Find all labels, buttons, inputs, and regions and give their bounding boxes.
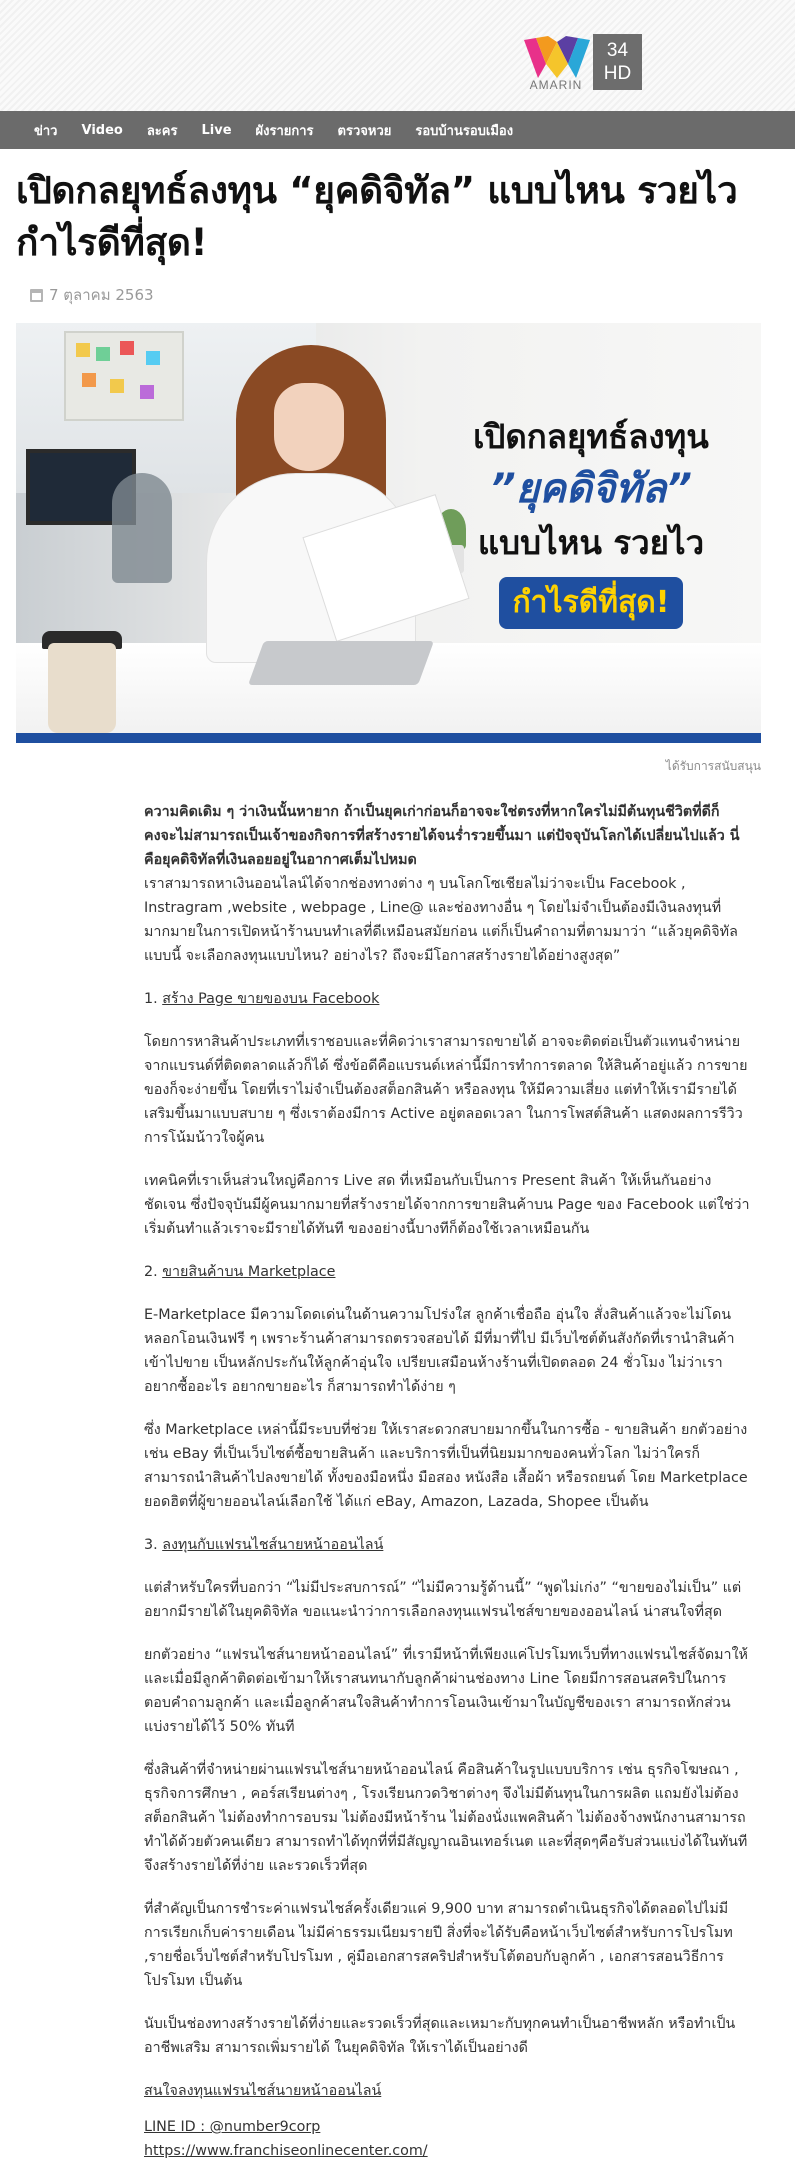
line-id-link[interactable]: LINE ID : @number9corp: [144, 2119, 321, 2135]
background-person: [112, 473, 172, 583]
section-3-paragraph-4: ที่สำคัญเป็นการชำระค่าแฟรนไชส์ครั้งเดียวแค่ 9,900 บาท สามารถดำเนินธุรกิจได้ตลอดไปไม่มีการเรียกเก็บค่ารายเดือน ไม่มีค่าธรรมเนียมรายปี สิ่งที่จะได้รับคือหน้าเว็บไซต์สำหรับการโปรโมท ,รายชื่อเว็บไซต์สำหรับโปรโมท , คู่มือเอกสารสคริปสำหรับโต้ตอบกับลูกค้า , เอกสารสอนวิธีการโปรโมท เป็นต้น: [144, 1901, 733, 1989]
hero-bottom-stripe: [16, 733, 761, 743]
nav-item-live[interactable]: Live: [201, 122, 232, 138]
amarin-logo-icon: [524, 34, 590, 80]
hero-headline: [456, 413, 726, 629]
channel-suffix: HD: [603, 63, 632, 84]
article-date: [30, 283, 795, 307]
channel-number: 34: [606, 40, 629, 61]
section-2-title: ขายสินค้าบน: [162, 1264, 244, 1280]
coffee-cup: [48, 643, 116, 733]
article-title: เปิดกลยุทธ์ลงทุน “ยุคดิจิทัล” แบบไหน รวยไว กำไรดีที่สุด!: [16, 169, 738, 264]
hero-line-3: แบบไหน รวยไว: [477, 523, 705, 562]
woman-face: [274, 383, 344, 471]
section-1-paragraph-1: โดยการหาสินค้าประเภทที่เราชอบและที่คิดว่าเราสามารถขายได้ อาจจะติดต่อเป็นตัวแทนจำหน่ายจากแบรนด์ที่ติดตลาดแล้วก็ได้ ซึ่งข้อดีคือแบรนด์เหล่านี้มีการทำการตลาด ให้สินค้าอยู่แล้ว การขายของก็จะง่ายขึ้น โดยที่เราไม่จำเป็นต้องสต็อกสินค้า หรือลงทุน ให้มีความเสี่ยง แต่ทำให้เรามีรายได้เสริมขึ้นมาแบบสบาย ๆ ซึ่งเราต้องมีการ Active อยู่ตลอดเวลา ในการโพสต์สินค้า แสดงผลการรีวิว การโน้มน้าวใจผู้คน: [144, 1034, 748, 1146]
sponsor-note: ได้รับการสนับสนุน: [665, 759, 761, 773]
nav-item-news[interactable]: ข่าว: [34, 123, 58, 139]
contact-block: [144, 2115, 750, 2163]
closing-paragraph: นับเป็นช่องทางสร้างรายได้ที่ง่ายและรวดเร็วที่สุดและเหมาะกับทุกคนทำเป็นอาชีพหลัก หรือทำเป็นอาชีพเสริม สามารถเพิ่มรายได้ ในยุคดิจิทัล ให้เราได้เป็นอย่างดี: [144, 2016, 736, 2056]
section-3-paragraph-3: ซึ่งสินค้าที่จำหน่ายผ่านแฟรนไชส์นายหน้าออนไลน์ คือสินค้าในรูปแบบบริการ เช่น ธุรกิจโฆษณา , ธุรกิจการศึกษา , คอร์สเรียนต่างๆ , โรงเรียนกวดวิชาต่างๆ จึงไม่มีต้นทุนในการผลิต แถมยังไม่ต้องสต็อกสินค้า ไม่ต้องทำการอบรม ไม่ต้องมีหน้าร้าน ไม่ต้องนั่งแพคสินค้า ไม่ต้องจ้างพนักงานสามารถทำได้ด้วยตัวคนเดียว สามารถทำได้ทุกที่ที่มีสัญญาณอินเทอร์เนต และที่สุดๆคือรับส่วนแบ่งได้ในทันทีจึงสร้างรายได้ที่ง่าย และรวดเร็วที่สุด: [144, 1762, 748, 1874]
nav-item-video[interactable]: Video: [81, 122, 123, 138]
hero-line-2: ”ยุคดิจิทัล”: [489, 466, 692, 512]
hero-line-1: เปิดกลยุทธ์ลงทุน: [473, 417, 709, 456]
section-3-heading: [144, 1533, 750, 1557]
article-body: [144, 800, 750, 2163]
section-3-paragraph-1: แต่สำหรับใครที่บอกว่า “ไม่มีประสบการณ์” “ไม่มีความรู้ด้านนี้” “พูดไม่เก่ง” “ขายของไม่เป็น” แต่อยากมีรายได้ในยุคดิจิทัล ขอแนะนำว่าการเลือกลงทุนแฟรนไชส์ขายของออนไลน์ น่าสนใจที่สุด: [144, 1580, 742, 1620]
nav-item-schedule[interactable]: ผังรายการ: [255, 123, 314, 139]
section-3-title: ลงทุนกับแฟรนไชส์นายหน้าออนไลน์: [162, 1537, 384, 1553]
cta-heading: สนใจลงทุนแฟรนไชส์นายหน้าออนไลน์: [144, 2083, 382, 2099]
section-1-number: 1.: [144, 991, 163, 1007]
nav-item-drama[interactable]: ละคร: [146, 123, 178, 139]
section-1-title: สร้าง Page ขายของบน Facebook: [162, 991, 380, 1007]
section-2-title-rest: Marketplace: [243, 1264, 336, 1280]
section-3-number: 3.: [144, 1537, 163, 1553]
section-3-paragraph-2: ยกตัวอย่าง “แฟรนไชส์นายหน้าออนไลน์” ที่เรามีหน้าที่เพียงแค่โปรโมทเว็บที่ทางแฟรนไชส์จัดมาให้ และเมื่อมีลูกค้าติดต่อเข้ามาให้เราสนทนากับลูกค้าผ่านช่องทาง Line โดยมีการสอนสคริปในการตอบคำถามลูกค้า และเมื่อลูกค้าสนใจสินค้าทำการโอนเงินเข้ามาในบัญชีของเรา สามารถหักส่วนแบ่งรายได้ไว้ 50% ทันที: [144, 1647, 748, 1735]
logo-wordmark: AMARIN: [529, 78, 583, 92]
calendar-icon: [30, 289, 43, 302]
website-link[interactable]: https://www.franchiseonlinecenter.com/: [144, 2143, 428, 2159]
nav-item-around-town[interactable]: รอบบ้านรอบเมือง: [415, 123, 514, 139]
hero-line-4: กำไรดีที่สุด!: [499, 577, 684, 629]
section-2-paragraph-2: ซึ่ง Marketplace เหล่านี้มีระบบที่ช่วย ให้เราสะดวกสบายมากขึ้นในการซื้อ - ขายสินค้า ยกตัวอย่างเช่น eBay ที่เป็นเว็บไซต์ซื้อขายสินค้า และบริการที่เป็นที่นิยมมากของคนทั่วโลก ไม่ว่าใครก็สามารถนำสินค้าไปลงขายได้ ทั้งของมือหนึ่ง มือสอง หนังสือ เสื้อผ้า หรือรถยนต์ โดย Marketplace ยอดฮิตที่ผู้ขายออนไลน์เลือกใช้ ได้แก่ eBay, Amazon, Lazada, Shopee เป็นต้น: [144, 1422, 748, 1510]
section-2-number: 2.: [144, 1264, 163, 1280]
laptop: [248, 641, 434, 685]
section-1-heading: [144, 987, 750, 1011]
channel-badge: [593, 34, 642, 90]
site-header: [0, 0, 795, 111]
hero-image: [16, 323, 761, 743]
section-2-heading: [144, 1260, 750, 1284]
section-2-paragraph-1: E-Marketplace มีความโดดเด่นในด้านความโปร่งใส ลูกค้าเชื่อถือ อุ่นใจ สั่งสินค้าแล้วจะไม่โดนหลอกโอนเงินฟรี ๆ เพราะร้านค้าสามารถตรวจสอบได้ มีที่มาที่ไป มีเว็บไซต์ต้นสังกัดที่เรานำสินค้าเข้าไปขาย เป็นหลักประกันให้ลูกค้าอุ่นใจ เปรียบเสมือนห้างร้านที่เปิดตลอด 24 ชั่วโมง ไม่ว่าเราอยากซื้ออะไร อยากขายอะไร ก็สามารถทำได้ง่าย ๆ: [144, 1307, 735, 1395]
article-date-text: 7 ตุลาคม 2563: [49, 286, 154, 304]
section-1-paragraph-2: เทคนิคที่เราเห็นส่วนใหญ่คือการ Live สด ที่เหมือนกับเป็นการ Present สินค้า ให้เห็นกันอย่างชัดเจน ซึ่งปัจจุบันมีผู้คนมากมายที่สร้างรายได้จากการขายสินค้าบน Page ของ Facebook แต่ใช่ว่าเริ่มต้นทำแล้วเราจะมีรายได้ทันที ของอย่างนี้บางทีก็ต้องใช้เวลาเหมือนกัน: [144, 1173, 750, 1237]
amarin-logo[interactable]: [520, 34, 642, 92]
nav-item-lottery[interactable]: ตรวจหวย: [337, 123, 392, 139]
sticky-note-board: [64, 331, 184, 421]
intro-bold-paragraph: ความคิดเดิม ๆ ว่าเงินนั้นหายาก ถ้าเป็นยุคเก่าก่อนก็อาจจะใช่ตรงที่หากใครไม่มีต้นทุนชีวิตที่ดีก็คงจะไม่สามารถเป็นเจ้าของกิจการที่สร้างรายได้จนร่ำรวยขึ้นมา แต่ปัจจุบันโลกได้เปลี่ยนไปแล้ว นี่คือยุคดิจิทัลที่เงินลอยอยู่ในอากาศเต็มไปหมด: [144, 804, 740, 868]
intro-paragraph: เราสามารถหาเงินออนไลน์ได้จากช่องทางต่าง ๆ บนโลกโซเชียลไม่ว่าจะเป็น Facebook , Instragram ,website , webpage , Line@ และช่องทางอื่น ๆ โดยไม่จำเป็นต้องมีเงินลงทุนที่มากมายในการเปิดหน้าร้านบนทำเลที่ดีเหมือนสมัยก่อน แต่ก็เป็นคำถามที่ตามมาว่า “แล้วยุคดิจิทัลแบบนี้ จะเลือกลงทุนแบบไหน? อย่างไร? ถึงจะมีโอกาสสร้างรายได้อย่างสูงสุด”: [144, 876, 738, 964]
main-nav: [0, 111, 795, 149]
